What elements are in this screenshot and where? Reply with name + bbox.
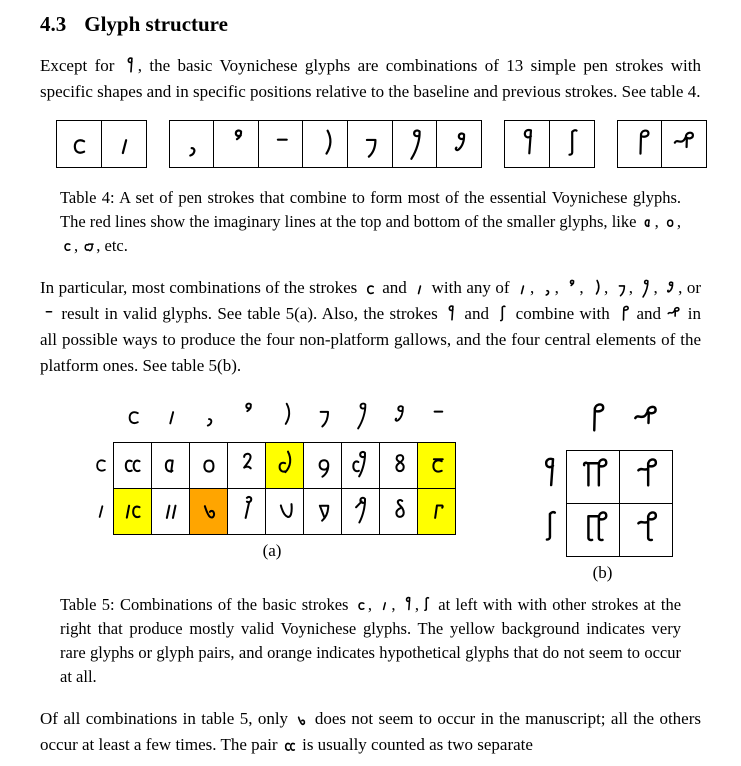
table5a-cell (114, 442, 152, 488)
stroke-group-base (56, 120, 147, 168)
paragraph-closing: Of all combinations in table 5, only does not seem to occur in the manuscript; all the others occur at least a few times. The pair is usually counted as two separate (40, 706, 701, 758)
stroke-group-tall (504, 120, 595, 168)
table5a-header-cell (266, 394, 304, 443)
table5a-row-c (88, 442, 456, 488)
idash-stroke-glyph (424, 490, 449, 528)
squig-stroke-glyph (671, 123, 698, 164)
comma-stroke-glyph (539, 276, 555, 300)
table5a-block (88, 394, 456, 561)
tstem-stroke-glyph (494, 302, 510, 326)
i-stroke-glyph (514, 276, 530, 300)
table5a-header-cell (114, 394, 152, 443)
iparen-stroke-glyph (272, 490, 297, 528)
i-stroke-glyph (110, 123, 137, 164)
c-stroke-glyph (65, 123, 92, 164)
seven-stroke-glyph (356, 123, 383, 164)
iseven-stroke-glyph (310, 490, 335, 528)
table4-stroke-strip (56, 120, 701, 168)
esse2-stroke-glyph (662, 276, 678, 300)
esse-stroke-glyph (637, 276, 653, 300)
stroke-cell (392, 120, 438, 168)
table5b-header-cell (620, 394, 673, 451)
comma-stroke-glyph (178, 123, 205, 164)
table5a-cell (380, 488, 418, 534)
paren-stroke-glyph (312, 123, 339, 164)
stroke-cell (213, 120, 259, 168)
table5b-header-cell (567, 394, 620, 451)
table5a-cell (342, 442, 380, 488)
table5a-header-cell (380, 394, 418, 443)
squig-stroke-glyph (666, 302, 682, 326)
c-stroke-glyph (60, 235, 74, 256)
ploop-stroke-glyph (578, 396, 609, 442)
stroke-cell (56, 120, 102, 168)
chook-stroke-glyph (234, 444, 259, 482)
table5b (532, 394, 673, 557)
cdash-stroke-glyph (424, 444, 449, 482)
section-title: Glyph structure (84, 12, 228, 36)
paragraph-intro: Except for , the basic Voynichese glyphs are combinations of 13 simple pen strokes with specific shapes and in specific positions relative to the baseline and previous strokes. See table 4. (40, 53, 701, 105)
ts-stroke-glyph (631, 504, 662, 550)
iesse2-stroke-glyph (386, 490, 411, 528)
table4-caption: Table 4: A set of pen strokes that combine to form most of the essential Voynichese glyphs. The red lines show the imaginary lines at the top and bottom of the smaller glyphs, like , , , , etc. (60, 187, 681, 255)
table5a-row-label (88, 488, 114, 534)
table5a-cell (190, 488, 228, 534)
dash-stroke-glyph (267, 123, 294, 164)
ct-stroke-glyph (82, 235, 96, 256)
qs-stroke-glyph (631, 451, 662, 497)
tp-stroke-glyph (578, 504, 609, 550)
stroke-group-modifiers (169, 120, 483, 168)
table5a-header-cell (418, 394, 456, 443)
table5-caption: Table 5: Combinations of the basic strokes , , , at left with with other strokes at the right that produce mostly valid Voynichese glyphs. The yellow background indicates very rare glyphs or glyph pairs, and orange indicates hypothetical glyphs that do not seem to occur at all. (60, 594, 682, 686)
hook-stroke-glyph (235, 397, 259, 433)
table5b-header-row (532, 394, 673, 451)
table5a-cell (152, 488, 190, 534)
table5a-row-i (88, 488, 456, 534)
table5b-row-label (532, 503, 567, 556)
seven-stroke-glyph (311, 397, 335, 433)
stroke-cell (347, 120, 393, 168)
table5a-row-label (88, 442, 114, 488)
cc-stroke-glyph (120, 444, 145, 482)
table5a-header-row (88, 394, 456, 443)
cseven-stroke-glyph (310, 444, 335, 482)
table5b-cell (567, 503, 620, 556)
ploop-stroke-glyph (615, 302, 631, 326)
icomma-stroke-glyph (196, 490, 221, 528)
iesse-stroke-glyph (348, 490, 373, 528)
c-stroke-glyph (121, 397, 145, 433)
table5a-cell (418, 488, 456, 534)
ploop-stroke-glyph (626, 123, 653, 164)
table5-wrap (40, 394, 701, 583)
cc-stroke-glyph (282, 733, 298, 757)
table5b-row-label (532, 450, 567, 503)
table5a-header-cell (228, 394, 266, 443)
stroke-cell (549, 120, 595, 168)
comma-stroke-glyph (197, 397, 221, 433)
i-stroke-glyph (377, 594, 391, 615)
table5b-row-q (532, 450, 673, 503)
hook-stroke-glyph (563, 276, 579, 300)
table5a-header-cell (342, 394, 380, 443)
q-stroke-glyph (534, 451, 565, 497)
table5b-corner (532, 394, 567, 451)
tstem-stroke-glyph (534, 504, 565, 550)
ic-stroke-glyph (120, 490, 145, 528)
cesse-stroke-glyph (348, 444, 373, 482)
esse-stroke-glyph (401, 123, 428, 164)
c-stroke-glyph (362, 276, 378, 300)
q-stroke-glyph (514, 123, 541, 164)
table5a-header-cell (152, 394, 190, 443)
ii-stroke-glyph (158, 490, 183, 528)
table5a-cell (342, 488, 380, 534)
stroke-cell (302, 120, 348, 168)
table5b-cell (567, 450, 620, 503)
i-stroke-glyph (89, 492, 112, 526)
o-stroke-glyph (663, 211, 677, 232)
paren-stroke-glyph (588, 276, 604, 300)
table5a-cell (152, 442, 190, 488)
table5a-header-cell (190, 394, 228, 443)
esse2-stroke-glyph (387, 397, 411, 433)
table5a-cell (304, 442, 342, 488)
table5b-cell (620, 450, 673, 503)
table5a (88, 394, 456, 535)
stroke-cell (661, 120, 707, 168)
i-stroke-glyph (411, 276, 427, 300)
stroke-cell (436, 120, 482, 168)
table5a-cell (114, 488, 152, 534)
i-stroke-glyph (159, 397, 183, 433)
dash-stroke-glyph (425, 397, 449, 433)
a-stroke-glyph (641, 211, 655, 232)
c-stroke-glyph (89, 446, 112, 480)
table5b-cell (620, 503, 673, 556)
table5a-cell (266, 442, 304, 488)
dash-stroke-glyph (40, 302, 56, 326)
stroke-cell (169, 120, 215, 168)
table5a-cell (418, 442, 456, 488)
stroke-cell (617, 120, 663, 168)
table5a-sublabel: (a) (262, 540, 282, 560)
a-stroke-glyph (158, 444, 183, 482)
table5a-cell (190, 442, 228, 488)
q-stroke-glyph (122, 54, 138, 78)
tstem-stroke-glyph (558, 123, 585, 164)
section-number: 4.3 (40, 12, 67, 36)
seven-stroke-glyph (613, 276, 629, 300)
table5a-cell (380, 442, 418, 488)
table5a-corner (88, 394, 114, 443)
paren-stroke-glyph (273, 397, 297, 433)
squig-stroke-glyph (631, 396, 662, 442)
table5b-block (532, 394, 673, 583)
stroke-cell (504, 120, 550, 168)
hook-stroke-glyph (223, 123, 250, 164)
ihook-stroke-glyph (234, 490, 259, 528)
q-stroke-glyph (401, 594, 415, 615)
paragraph-combinations: In particular, most combinations of the strokes and with any of , , , , , , , or result in valid glyphs. See table 5(a). Also, the strokes and combine with and in all possible ways to produce the four non-platform gallows, and the four central elements of the platform ones. See table 5(b). (40, 275, 701, 378)
icomma-stroke-glyph (293, 707, 309, 731)
table5a-cell (266, 488, 304, 534)
o-stroke-glyph (196, 444, 221, 482)
c-stroke-glyph (354, 594, 368, 615)
stroke-cell (101, 120, 147, 168)
esse-stroke-glyph (349, 397, 373, 433)
stroke-cell (258, 120, 304, 168)
cesse2-stroke-glyph (386, 444, 411, 482)
stroke-group-gallows (617, 120, 708, 168)
table5a-header-cell (304, 394, 342, 443)
table5b-row-t (532, 503, 673, 556)
table5b-sublabel: (b) (592, 562, 613, 582)
table5a-cell (304, 488, 342, 534)
table5a-cell (228, 442, 266, 488)
cparen-stroke-glyph (272, 444, 297, 482)
section-heading (40, 12, 701, 37)
q-stroke-glyph (443, 302, 459, 326)
qp-stroke-glyph (578, 451, 609, 497)
tstem-stroke-glyph (419, 594, 433, 615)
table5a-cell (228, 488, 266, 534)
esse2-stroke-glyph (446, 123, 473, 164)
